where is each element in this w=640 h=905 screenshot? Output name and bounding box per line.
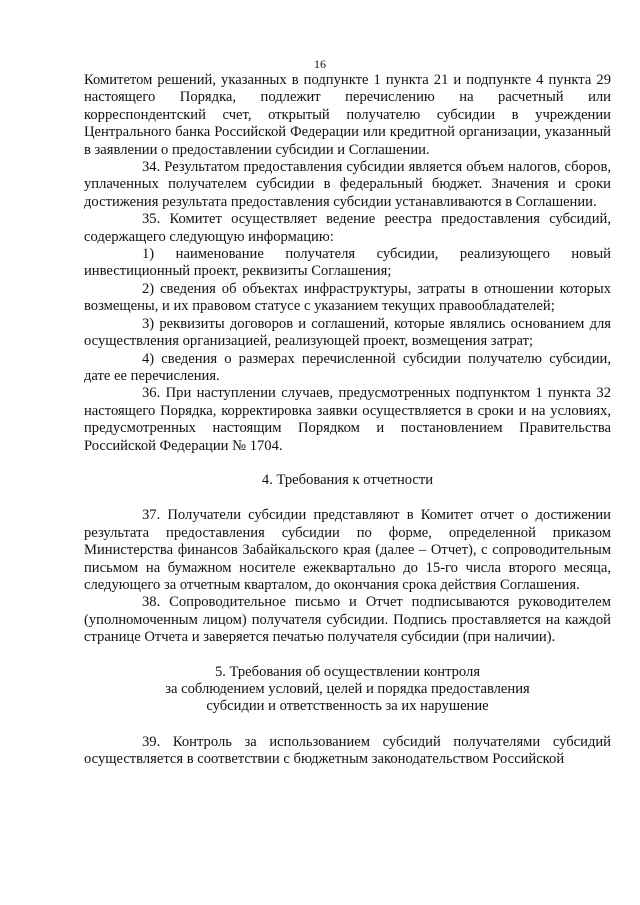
section-4-heading: 4. Требования к отчетности xyxy=(261,471,434,488)
paragraph-38: 38. Сопроводительное письмо и Отчет подписываются руководителем (уполномоченным лицом) получателя субсидии. Подпись проставляется на каждой странице Отчета и заверяется печатью получателя субсидии (при наличии). xyxy=(84,594,611,646)
paragraph-continuation: Комитетом решений, указанных в подпункте 1 пункта 21 и подпункте 4 пункта 29 настоящего Порядка, подлежит перечислению на расчетный или корреспондентский счет, открытый получателю субсидии в учреждении Центрального банка Российской Федерации или кредитной организации, указанный в заявлении о предоставлении субсидии и Соглашении. xyxy=(84,72,611,158)
paragraph-35: 35. Комитет осуществляет ведение реестра предоставления субсидий, содержащего следующую информацию: xyxy=(84,211,611,245)
section-5-heading-line-1: 5. Требования об осуществлении контроля xyxy=(214,663,481,680)
paragraph-35-item-4: 4) сведения о размерах перечисленной субсидии получателю субсидии, дате ее перечисления. xyxy=(84,350,611,384)
paragraph-37: 37. Получатели субсидии представляют в Комитет отчет о достижении результата предоставления субсидии по форме, определенной приказом Министерства финансов Забайкальского края (далее – Отчет), с сопроводительным письмом на бумажном носителе ежеквартально до 15-го числа второго месяца, следующего за отчетным кварталом, до окончания срока действия Соглашения. xyxy=(84,507,611,593)
paragraph-35-item-1: 1) наименование получателя субсидии, реализующего новый инвестиционный проект, реквизиты Соглашения; xyxy=(84,246,611,280)
section-5-heading xyxy=(84,664,611,716)
paragraph-35-item-2: 2) сведения об объектах инфраструктуры, затраты в отношении которых возмещены, и их правовом статусе с указанием текущих правообладателей; xyxy=(84,280,611,315)
paragraph-34: 34. Результатом предоставления субсидии является объем налогов, сборов, уплаченных получателем субсидии в федеральный бюджет. Значения и сроки достижения результата предоставления субсидии устанавливаются в Соглашении. xyxy=(84,159,611,210)
section-5-heading-line-3: субсидии и ответственность за их нарушение xyxy=(206,698,489,715)
section-5-heading-line-2: за соблюдением условий, целей и порядка предоставления xyxy=(165,681,530,697)
paragraph-36: 36. При наступлении случаев, предусмотренных подпунктом 1 пункта 32 настоящего Порядка, корректировка заявки осуществляется в сроки и на условиях, предусмотренных настоящим Порядком и постановлением Правительства Российской Федерации № 1704. xyxy=(84,385,611,454)
document-body xyxy=(84,72,611,769)
paragraph-39: 39. Контроль за использованием субсидий получателями субсидий осуществляется в соответствии с бюджетным законодательством Российской xyxy=(84,733,611,768)
paragraph-35-item-3: 3) реквизиты договоров и соглашений, которые являлись основанием для осуществления организацией, реализующей проект, возмещения затрат; xyxy=(84,315,611,350)
page-number: 16 xyxy=(314,57,326,71)
